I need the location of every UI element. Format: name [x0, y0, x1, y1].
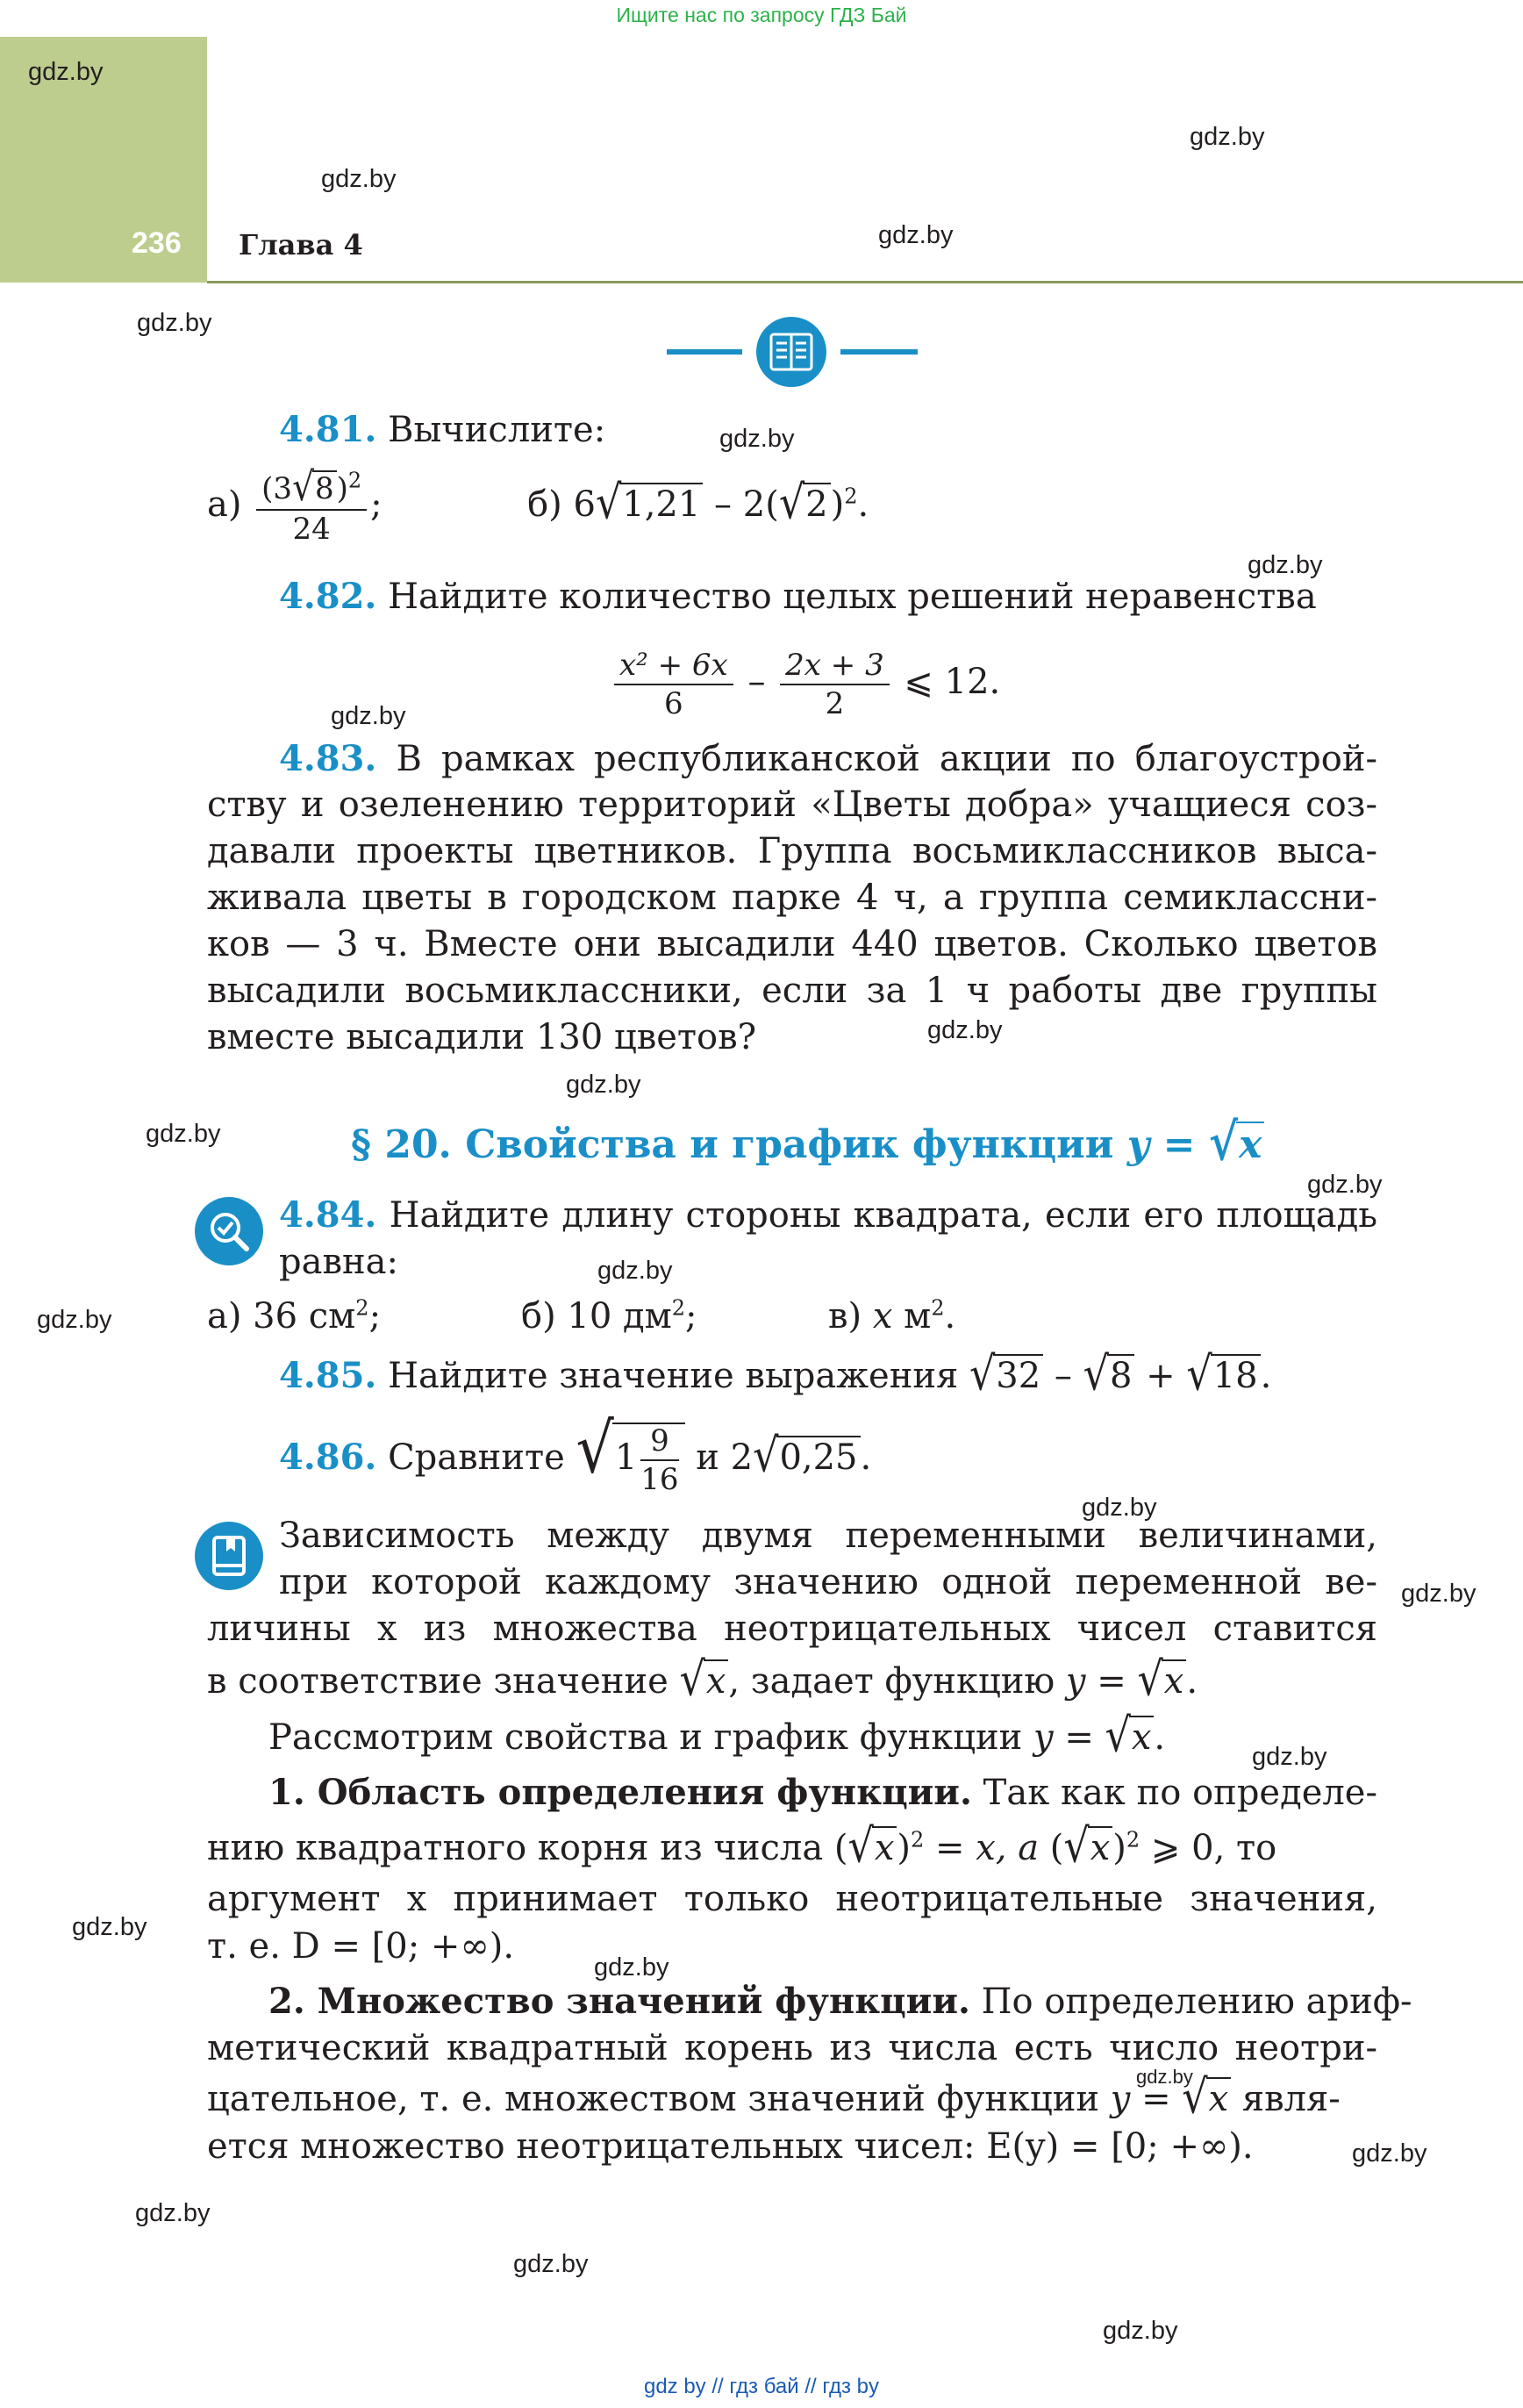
watermark: gdz.by: [137, 309, 212, 337]
watermark: gdz.by: [146, 1120, 221, 1148]
separator-line-right: [840, 349, 918, 355]
property-1-line-4: т. е. D = [0; +∞).: [207, 1926, 515, 1967]
problem-4-83-line-6: высадили восьмиклассники, если за 1 ч работы две группы: [207, 971, 1377, 1011]
problem-4-84-part-b: б) 10 $дм^2$;: [521, 1295, 697, 1337]
problem-4-84-line-2: равна:: [279, 1242, 398, 1282]
watermark: gdz.by: [1190, 123, 1265, 151]
problem-4-83-line-5: ков — 3 ч. Вместе они высадили 440 цветов. Сколько цветов: [207, 924, 1377, 964]
problem-4-83-line-1: 4.83. В рамках республиканской акции по благоустрой-: [279, 738, 1377, 779]
problem-4-82-heading: 4.82. Найдите количество целых решений неравенства: [279, 576, 1317, 617]
problem-4-83-line-4: живала цветы в городском парке 4 ч, а группа семиклассни-: [207, 878, 1377, 918]
page-number: 236: [132, 226, 182, 260]
problem-4-84-part-c: в) x $м^2$.: [828, 1295, 956, 1337]
property-1-line-3: аргумент x принимает только неотрицательные значения,: [207, 1879, 1377, 1919]
problem-4-84-line-1: 4.84. Найдите длину стороны квадрата, если его площадь: [279, 1194, 1377, 1236]
watermark: gdz.by: [1136, 2066, 1193, 2088]
watermark: gdz.by: [28, 58, 104, 86]
problem-4-83-line-2: ству и озеленению территорий «Цветы добра» учащиеся соз-: [207, 785, 1377, 825]
watermark: gdz.by: [1103, 2317, 1178, 2345]
property-2-line-1: 2. Множество значений функции. По определению ариф-: [268, 1981, 1412, 2022]
watermark: gdz.by: [719, 425, 795, 453]
watermark: gdz.by: [72, 1913, 147, 1941]
magnifier-check-icon: [195, 1197, 263, 1265]
watermark: gdz.by: [331, 702, 406, 730]
problem-4-83-line-3: давали проекты цветников. Группа восьмиклассников выса-: [207, 831, 1377, 871]
watermark: gdz.by: [1082, 1494, 1157, 1522]
watermark: gdz.by: [1307, 1171, 1383, 1199]
problem-4-83-line-7: вместе высадили 130 цветов?: [207, 1017, 757, 1057]
watermark: gdz.by: [37, 1306, 112, 1334]
problem-4-84-part-a: а) 36 $см^2$;: [207, 1295, 382, 1337]
definition-line-1: Зависимость между двумя переменными величинами,: [279, 1516, 1377, 1556]
definition-line-2: при которой каждому значению одной переменной ве-: [279, 1562, 1377, 1602]
watermark: gdz.by: [927, 1016, 1003, 1044]
watermark: gdz.by: [135, 2199, 211, 2227]
watermark: gdz.by: [513, 2250, 589, 2278]
property-1-line-2: нию квадратного корня из числа $(√x)^2 = x$, а $(√x)^2$ ⩾ 0, то: [207, 1817, 1277, 1874]
property-2-line-3: цательное, т. е. множеством значений функции y = √x явля-: [207, 2068, 1341, 2125]
chapter-title: Глава 4: [239, 228, 363, 262]
watermark: gdz.by: [1252, 1743, 1327, 1771]
fraction-a: $\frac{(3√8)^2}{24}$: [256, 470, 367, 544]
property-2-line-2: метический квадратный корень из числа есть число неотри-: [207, 2028, 1377, 2068]
book-icon: [756, 317, 826, 387]
property-1-line-1: 1. Область определения функции. Так как по определе-: [268, 1772, 1377, 1813]
problem-4-81-parts: а) $\frac{(3√8)^2}{24}$ ; б) $6√1,21 - 2(√2)^2$.: [207, 464, 869, 547]
section-title: § 20. Свойства и график функции y = √x: [351, 1120, 1264, 1167]
problem-4-86: 4.86. Сравните √1 $\frac{9}{16}$ и 2√0,25.: [279, 1409, 872, 1497]
header-divider: [207, 281, 1523, 283]
watermark: gdz.by: [1248, 551, 1323, 579]
problem-4-85: 4.85. Найдите значение выражения √32 – √8 + √18.: [279, 1345, 1272, 1401]
watermark: gdz.by: [566, 1071, 641, 1099]
definition-line-3: личины x из множества неотрицательных чисел ставится: [207, 1609, 1377, 1649]
problem-4-82-inequality: $\frac{\text{x² + 6x}}{6}$ – $\frac{2x + 3}{2}$ ⩽ 12.: [611, 642, 1000, 721]
definition-line-4: в соответствие значение √x, задает функцию y = √x.: [207, 1651, 1198, 1707]
problem-4-81-heading: 4.81. Вычислите:: [279, 409, 606, 450]
property-2-line-4: ется множество неотрицательных чисел: E(y) = [0; +∞).: [207, 2126, 1254, 2167]
watermark: gdz.by: [597, 1257, 673, 1285]
consider-line: Рассмотрим свойства и график функции y = √x.: [268, 1707, 1166, 1763]
watermark: gdz.by: [1352, 2139, 1427, 2168]
watermark: gdz.by: [878, 221, 954, 249]
watermark: gdz.by: [321, 165, 397, 193]
separator-line-left: [667, 349, 742, 355]
bookmark-book-icon: [195, 1522, 263, 1590]
watermark: gdz.by: [1401, 1580, 1477, 1608]
footer-links[interactable]: gdz by // гдз бай // гдз by: [643, 2375, 880, 2398]
search-banner: Ищите нас по запросу ГДЗ Бай: [616, 4, 907, 26]
watermark: gdz.by: [594, 1953, 669, 1982]
